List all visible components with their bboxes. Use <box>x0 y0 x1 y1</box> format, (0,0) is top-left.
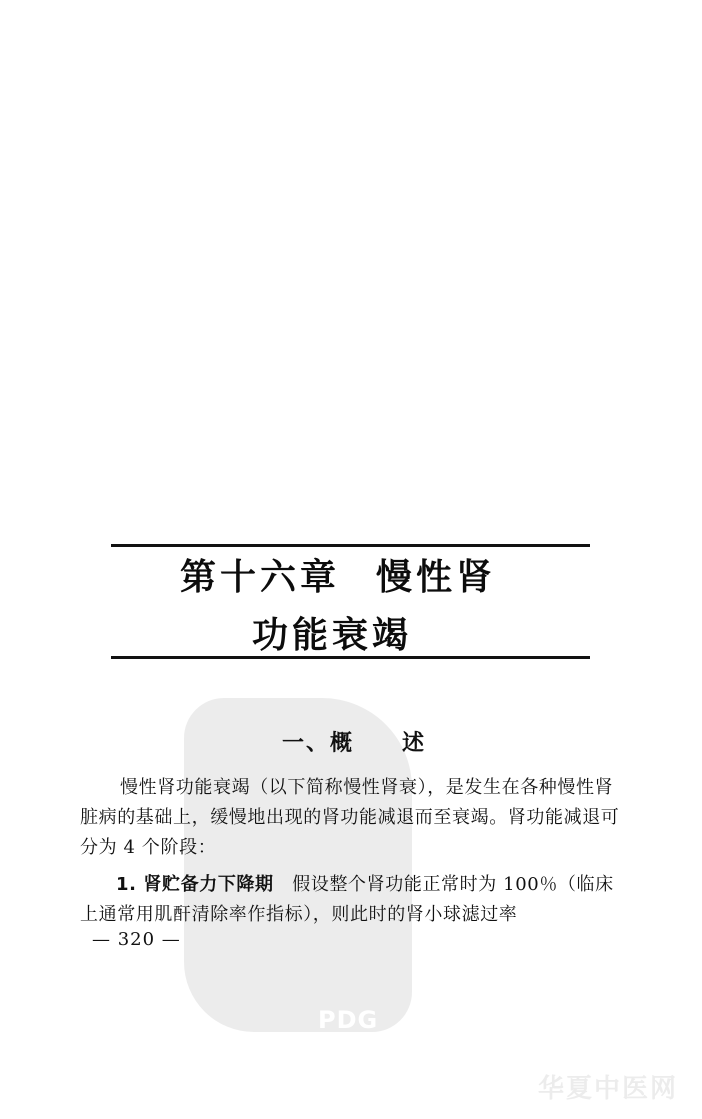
page-number: — 320 — <box>92 929 181 950</box>
chapter-title-line1: 慢性肾 <box>376 556 497 598</box>
section-title-a: 概 <box>330 730 355 756</box>
section-heading <box>282 726 426 757</box>
chapter-bottom-rule <box>111 656 590 659</box>
site-watermark: 华夏中医网 <box>538 1074 679 1104</box>
chapter-number: 第十六章 <box>180 556 341 598</box>
chapter-title <box>180 555 580 657</box>
section-number: 一、 <box>282 730 331 756</box>
stage-1-body: 假设整个肾功能正常时为 100％（临床上通常用肌酐清除率作指标），则此时的肾小球滤过率 <box>80 874 614 925</box>
section-title-b: 述 <box>402 730 427 756</box>
chapter-top-rule <box>111 544 590 547</box>
paragraph-intro: 慢性肾功能衰竭（以下简称慢性肾衰），是发生在各种慢性肾脏病的基础上，缓慢地出现的肾功能减退而至衰竭。肾功能减退可分为 4 个阶段： <box>80 777 620 858</box>
paragraph-stage-1 <box>80 870 620 930</box>
stage-1-heading: 1. 肾贮备力下降期 <box>116 874 274 895</box>
chapter-title-line2: 功能衰竭 <box>252 614 413 656</box>
seal-watermark-text: PDG <box>318 1006 379 1034</box>
